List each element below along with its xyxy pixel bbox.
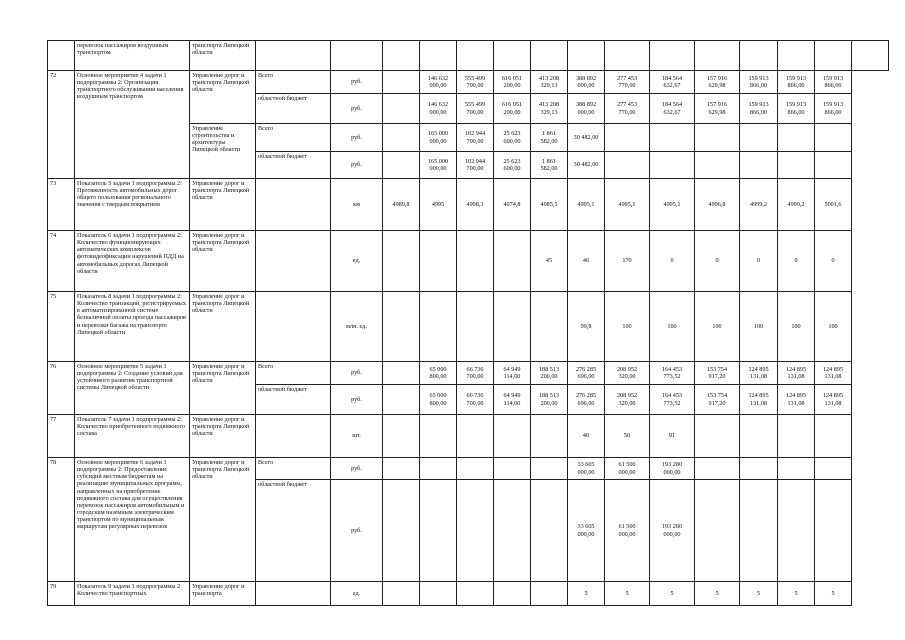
cell-value: 5 <box>568 582 605 606</box>
cell-value: 388 892 000,00 <box>568 71 605 94</box>
cell-unit: млн. ед. <box>331 292 383 362</box>
cell-executor: Управление дорог и транспорта Липецкой области <box>190 362 256 415</box>
cell-unit: руб. <box>331 480 383 582</box>
cell-number: 78 <box>48 458 75 582</box>
cell-description: Основное мероприятие 5 задачи 1 подпрограммы 2: Создание условий для устойчивого развития транспортной системы Липецкой области <box>75 362 190 415</box>
cell-unit: ед. <box>331 582 383 606</box>
cell-source: областной бюджет <box>256 385 331 415</box>
cell-value: 4995 <box>420 179 457 231</box>
cell-description: Показатель 7 задачи 1 подпрограммы 2: Количество приобретенного подвижного состава <box>75 415 190 458</box>
cell-value: 616 051 200,00 <box>494 71 531 94</box>
cell-value: 25 623 600,00 <box>494 152 531 179</box>
table-row <box>48 292 889 362</box>
cell-description: Показатель 8 задачи 1 подпрограммы 2: Количество транзакций, регистрируемых в автоматизированной системе безналичной оплаты проезда пассажиров и перевозки багажа на транспорте Липецкой области <box>75 292 190 362</box>
cell-value: 193 280 000,00 <box>650 458 695 480</box>
cell-value: 65 000 800,00 <box>420 385 457 415</box>
cell-value: 5 <box>740 582 778 606</box>
cell-value: 555 499 700,00 <box>457 71 494 94</box>
cell-value: 100 <box>778 292 815 362</box>
cell-unit: руб. <box>331 458 383 480</box>
cell-value: 184 564 632,67 <box>650 71 695 94</box>
cell-value: 153 754 917,20 <box>695 362 740 385</box>
cell-value: 4995,1 <box>650 179 695 231</box>
cell-unit: ед. <box>331 231 383 292</box>
cell-value: 159 913 866,00 <box>778 71 815 94</box>
cell-value: 159 913 866,00 <box>778 94 815 124</box>
cell-executor: Управление дорог и транспорта Липецкой области <box>190 71 256 124</box>
cell-value: 616 051 200,00 <box>494 94 531 124</box>
cell-value: 124 895 131,08 <box>778 385 815 415</box>
cell-unit: руб. <box>331 94 383 124</box>
cell-value: 1 861 582,00 <box>531 124 568 152</box>
cell-description: Показатель 5 задачи 1 подпрограммы 2: Протяженность автомобильных дорог общего пользования регионального значения с твердым покрытием <box>75 179 190 231</box>
table-row <box>48 231 889 292</box>
cell-value: 159 913 866,00 <box>740 71 778 94</box>
cell-value: 124 895 131,08 <box>815 385 852 415</box>
cell-value: 413 208 329,13 <box>531 94 568 124</box>
cell-value: 188 513 200,00 <box>531 362 568 385</box>
cell-source: Всего <box>256 458 331 480</box>
cell-value: 388 892 000,00 <box>568 94 605 124</box>
cell-unit: шт. <box>331 415 383 458</box>
cell-executor: Управление строительства и архитектуры Липецкой области <box>190 124 256 179</box>
program-table <box>47 40 889 606</box>
cell-value: 276 285 696,00 <box>568 385 605 415</box>
cell-value: 170 <box>605 231 650 292</box>
cell-value: 99,8 <box>568 292 605 362</box>
cell-value: 102 944 700,00 <box>457 152 494 179</box>
cell-number: 72 <box>48 71 75 179</box>
cell-value: 208 952 320,00 <box>605 385 650 415</box>
cell-value: 164 453 773,52 <box>650 362 695 385</box>
cell-value: 4999,2 <box>778 179 815 231</box>
cell-number: 77 <box>48 415 75 458</box>
cell-number: 74 <box>48 231 75 292</box>
cell-value: 159 913 866,00 <box>815 94 852 124</box>
cell-value: 124 895 131,08 <box>740 385 778 415</box>
cell-value: 100 <box>740 292 778 362</box>
cell-value: 5 <box>650 582 695 606</box>
cell-value: 0 <box>815 231 852 292</box>
cell-source: областной бюджет <box>256 152 331 179</box>
cell-value: 165 000 000,00 <box>420 152 457 179</box>
cell-value: 277 453 770,00 <box>605 94 650 124</box>
cell-value: 193 280 000,00 <box>650 480 695 582</box>
cell-description: Основное мероприятие 6 задачи 1 подпрограммы 2: Предоставление субсидий местным бюджетам на реализацию муниципальных программ, направленных на приобретение подвижного состава для осуществления перевозок пассажиров автомобильным и городским наземным электрическим транспортом по муниципальным маршрутам регулярных перевозок <box>75 458 190 582</box>
cell-unit: руб. <box>331 71 383 94</box>
table-row <box>48 415 889 458</box>
table-row <box>48 582 889 606</box>
cell-value: 4974,8 <box>494 179 531 231</box>
cell-unit: руб. <box>331 362 383 385</box>
cell-executor: Управление дорог и транспорта Липецкой области <box>190 292 256 362</box>
cell-number: 73 <box>48 179 75 231</box>
cell-source: областной бюджет <box>256 480 331 582</box>
cell-source: областной бюджет <box>256 94 331 124</box>
cell-unit: руб. <box>331 124 383 152</box>
cell-value: 4995,1 <box>568 179 605 231</box>
cell-value: 0 <box>778 231 815 292</box>
cell-executor: Управление дорог и транспорта Липецкой области <box>190 231 256 292</box>
cell-value: 30 482,00 <box>568 124 605 152</box>
cell-value: 100 <box>695 292 740 362</box>
cell-value: 277 453 770,00 <box>605 71 650 94</box>
cell-value: 0 <box>740 231 778 292</box>
cell-value: 124 895 131,08 <box>778 362 815 385</box>
cell-value: 40 <box>568 415 605 458</box>
cell-executor: Управление дорог и транспорта Липецкой области <box>190 458 256 582</box>
cell-executor: Управление дорог и транспорта Липецкой области <box>190 179 256 231</box>
cell-value: 124 895 131,08 <box>815 362 852 385</box>
cell-number: 75 <box>48 292 75 362</box>
cell-executor: Управление дорог и транспорта <box>190 582 256 606</box>
cell-source: Всего <box>256 362 331 385</box>
table-row <box>48 71 889 94</box>
cell-executor: транспорта Липецкой области <box>190 41 256 71</box>
cell-unit: руб. <box>331 152 383 179</box>
cell-value: 159 913 866,00 <box>740 94 778 124</box>
cell-value: 146 632 000,00 <box>420 94 457 124</box>
table-row <box>48 179 889 231</box>
cell-value: 146 632 000,00 <box>420 71 457 94</box>
cell-value: 4989,8 <box>383 179 420 231</box>
cell-value: 61 500 000,00 <box>605 480 650 582</box>
cell-value: 413 208 329,13 <box>531 71 568 94</box>
cell-description: Основное мероприятие 4 задачи 1 подпрограммы 2: Организация транспортного обслуживания населения воздушным транспортом <box>75 71 190 179</box>
cell-value: 100 <box>650 292 695 362</box>
cell-value: 4999,2 <box>740 179 778 231</box>
cell-value: 66 736 700,00 <box>457 385 494 415</box>
cell-value: 50 <box>605 415 650 458</box>
cell-value: 33 605 000,00 <box>568 480 605 582</box>
cell-value: 5001,6 <box>815 179 852 231</box>
cell-value: 184 564 632,67 <box>650 94 695 124</box>
cell-value: 46 <box>568 231 605 292</box>
cell-value: 153 754 917,20 <box>695 385 740 415</box>
cell-value: 0 <box>650 231 695 292</box>
cell-value: 165 000 000,00 <box>420 124 457 152</box>
cell-unit: руб. <box>331 385 383 415</box>
cell-value: 1 861 582,00 <box>531 152 568 179</box>
cell-description: перевозок пассажиров воздушным транспортом <box>75 41 190 71</box>
cell-value: 91 <box>650 415 695 458</box>
cell-description: Показатель 9 задачи 1 подпрограммы 2 Количество транспортных <box>75 582 190 606</box>
cell-value: 188 513 200,00 <box>531 385 568 415</box>
cell-value: 100 <box>605 292 650 362</box>
cell-value: 5 <box>695 582 740 606</box>
cell-source: Всего <box>256 124 331 152</box>
cell-executor: Управление дорог и транспорта Липецкой области <box>190 415 256 458</box>
cell-value: 102 944 700,00 <box>457 124 494 152</box>
cell-value: 4998,3 <box>457 179 494 231</box>
cell-value: 0 <box>695 231 740 292</box>
cell-value: 208 952 320,00 <box>605 362 650 385</box>
cell-value: 4996,8 <box>695 179 740 231</box>
cell-value: 164 453 773,52 <box>650 385 695 415</box>
cell-value: 124 895 131,08 <box>740 362 778 385</box>
cell-value: 25 623 600,00 <box>494 124 531 152</box>
cell-value: 45 <box>531 231 568 292</box>
cell-value: 100 <box>815 292 852 362</box>
cell-unit: км <box>331 179 383 231</box>
cell-value: 157 916 629,98 <box>695 94 740 124</box>
cell-value: 555 499 700,00 <box>457 94 494 124</box>
cell-value: 66 736 700,00 <box>457 362 494 385</box>
table-row <box>48 41 889 71</box>
cell-value: 64 949 114,00 <box>494 385 531 415</box>
cell-value: 4985,5 <box>531 179 568 231</box>
cell-value: 4995,1 <box>605 179 650 231</box>
cell-description: Показатель 6 задачи 1 подпрограммы 2: Количество функционирующих автоматических комплексов фотовидеофиксации нарушений ПДД на автомобильных дорогах Липецкой области <box>75 231 190 292</box>
cell-number: 79 <box>48 582 75 606</box>
cell-value: 276 285 696,00 <box>568 362 605 385</box>
cell-value: 64 949 114,00 <box>494 362 531 385</box>
cell-value: 5 <box>605 582 650 606</box>
cell-value: 159 913 866,00 <box>815 71 852 94</box>
cell-value: 61 500 000,00 <box>605 458 650 480</box>
cell-value: 157 916 629,98 <box>695 71 740 94</box>
cell-value: 33 605 000,00 <box>568 458 605 480</box>
cell-number: 76 <box>48 362 75 415</box>
cell-value: 5 <box>815 582 852 606</box>
cell-source: Всего <box>256 71 331 94</box>
table-row <box>48 458 889 480</box>
cell-value: 30 482,00 <box>568 152 605 179</box>
cell-value: 65 000 800,00 <box>420 362 457 385</box>
cell-value: 5 <box>778 582 815 606</box>
table-row <box>48 362 889 385</box>
